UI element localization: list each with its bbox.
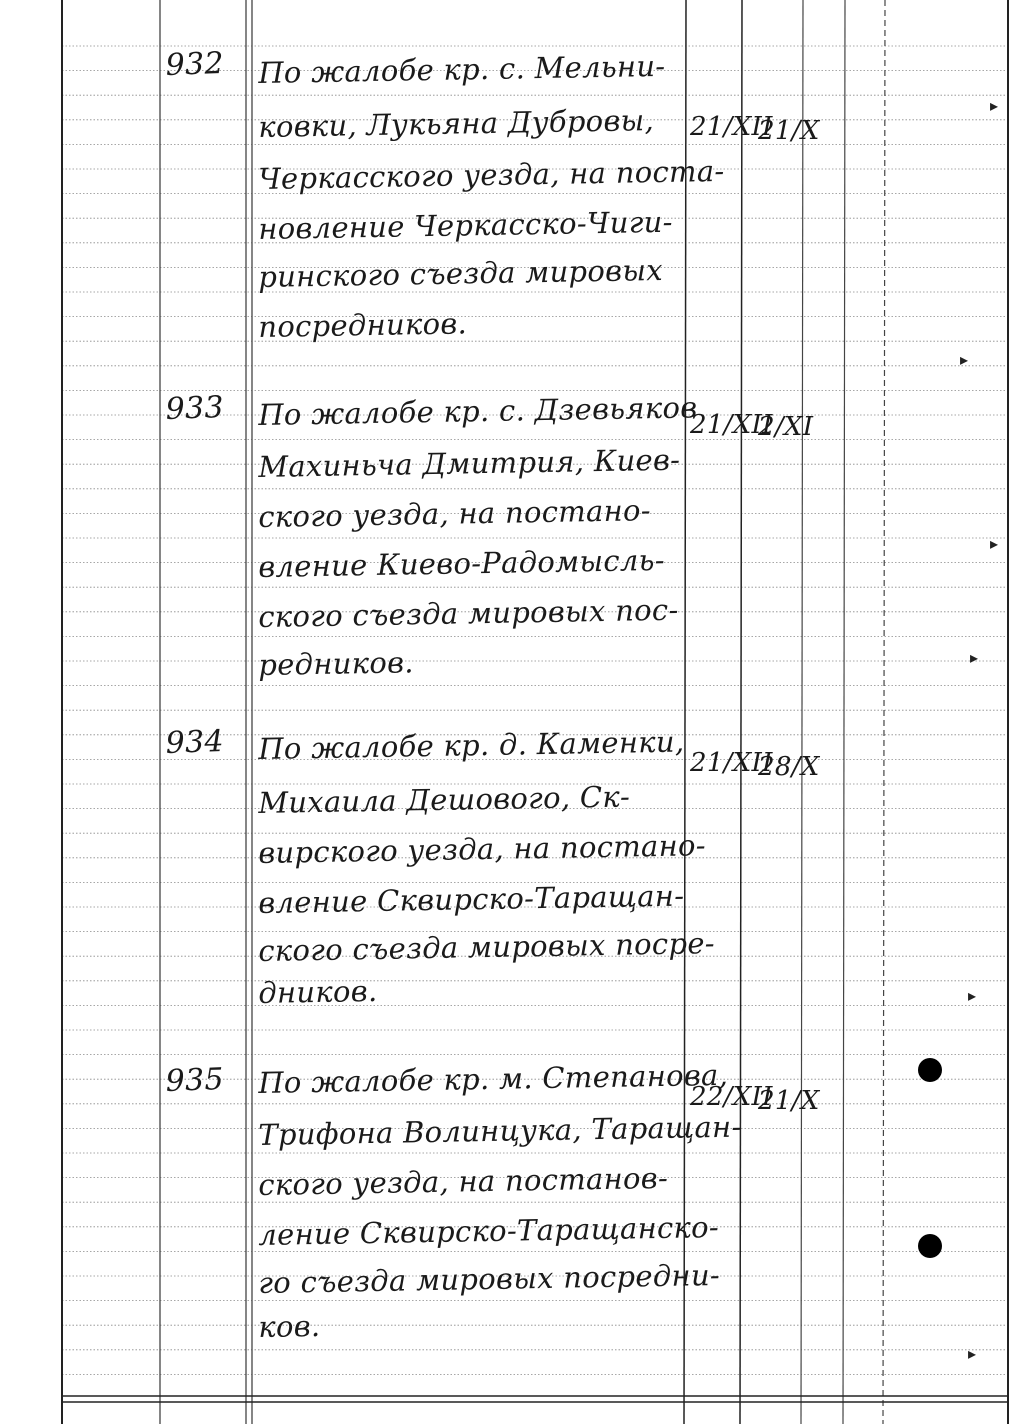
entry-text-line: ского съезда мировых посре- [258, 926, 716, 968]
date-received: 21/XII [690, 112, 773, 142]
entry-text-line: Трифона Волинцука, Таращан- [258, 1109, 742, 1152]
column-line [843, 0, 845, 1424]
date-sent: 28/X [758, 752, 820, 782]
entry-number: 933 [165, 389, 225, 427]
entry-text-line: По жалобе кр. с. Дзевьяков [258, 390, 698, 432]
entry-text-line: вление Сквирско-Таращан- [258, 878, 685, 920]
entry-text-line: ление Сквирско-Таращанско- [258, 1209, 720, 1252]
entry-text-line: дников. [258, 973, 378, 1010]
margin-mark: ▸ [970, 648, 979, 667]
margin-mark: ▸ [960, 350, 969, 369]
margin-mark: ▸ [990, 534, 999, 553]
entry-text-line: ринского съезда мировых [258, 252, 664, 294]
margin-mark: ▸ [990, 96, 999, 115]
entry-text-line: ского уезда, на постанов- [258, 1160, 669, 1202]
column-line [740, 0, 742, 1424]
entry-text-line: Михаила Дешового, Ск- [258, 779, 631, 820]
entry-text-line: Черкасского уезда, на поста- [258, 153, 725, 196]
column-line [883, 0, 885, 1424]
entry-text-line: По жалобе кр. м. Степанова, [258, 1057, 729, 1100]
entry-text-line: ского съезда мировых пос- [258, 592, 679, 634]
entry-text-line: новление Черкасско-Чиги- [258, 204, 673, 246]
hole-punch [918, 1058, 942, 1082]
margin-mark: ▸ [968, 1344, 977, 1363]
entry-text-line: го съезда мировых посредни- [258, 1257, 721, 1300]
entry-text-line: По жалобе кр. с. Мельни- [258, 48, 666, 90]
entry-text-line: ков. [258, 1308, 321, 1344]
entry-text-line: ковки, Лукьяна Дубровы, [258, 103, 655, 144]
date-sent: 21/X [758, 116, 820, 146]
entry-text-line: посредников. [258, 306, 468, 344]
entry-number: 932 [165, 45, 225, 83]
date-sent: 21/X [758, 1086, 820, 1116]
margin-mark: ▸ [968, 986, 977, 1005]
entry-number: 935 [165, 1061, 225, 1099]
column-line [801, 0, 803, 1424]
hole-punch [918, 1234, 942, 1258]
entry-text-line: редников. [258, 645, 415, 682]
entry-number: 934 [165, 723, 225, 761]
date-received: 21/XII [690, 410, 773, 440]
entry-text-line: Махиньча Дмитрия, Киев- [258, 442, 681, 484]
entry-text-line: вирского уезда, на постано- [258, 828, 707, 870]
date-received: 21/XII [690, 748, 773, 778]
date-sent: 2/XI [758, 412, 814, 442]
date-received: 22/XII [690, 1082, 773, 1112]
entry-text-line: По жалобе кр. д. Каменки, [258, 724, 685, 766]
entry-text-line: ского уезда, на постано- [258, 493, 652, 534]
entry-text-line: вление Киево-Радомысль- [258, 542, 666, 584]
